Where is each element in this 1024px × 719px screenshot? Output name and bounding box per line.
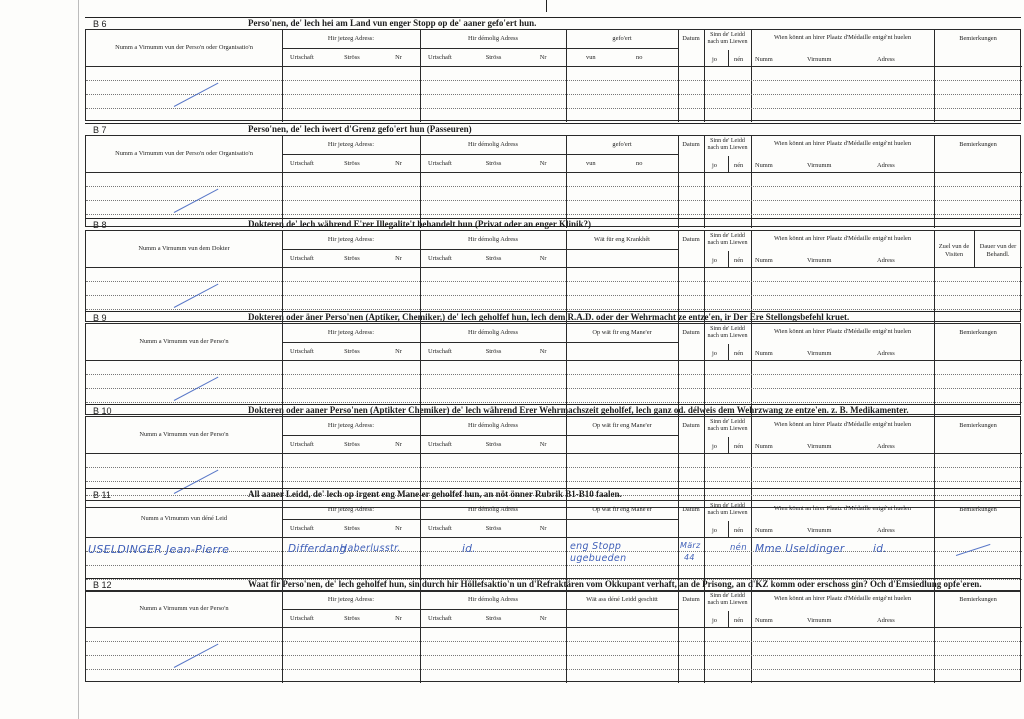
grid-header-line [86,360,1022,361]
entry-name: USELDINGER Jean-Pierre [88,543,230,556]
name-column-header: Numm a Virnumm vun déné Leid [140,515,228,522]
entry-alive-no: nén [730,543,747,553]
section-grid [85,230,1021,322]
grid-row-line [86,200,1022,201]
street-subheader: Ströss [344,255,360,262]
form-section [85,488,1021,592]
entry-street: Haberlusstr. [340,543,401,554]
medal-name-subheader: Numm [755,162,773,169]
to-subheader: no [636,160,643,167]
medal-recipient-header: Wien könnt an hirer Plaatz d'Médaille entgé'nt huelen [773,328,912,335]
from-subheader: vun [586,160,596,167]
name-column-header: Numm a Virnumm vun der Perso'n [139,431,229,438]
grid-subheader-line [282,154,678,155]
yes-subheader: jo [712,443,717,450]
street-subheader: Ströss [344,160,360,167]
locality-subheader: Urtschaft [290,441,314,448]
alive-column-header: Sinn de' Leidd nach um Liewen [707,32,748,45]
locality-subheader: Urtschaft [290,348,314,355]
grid-row-line [86,186,1022,187]
sheet-edge-line [78,0,79,719]
section-code: B 9 [93,313,107,323]
no-subheader: nén [734,162,744,169]
grid-sinn-split [728,611,729,627]
no-subheader: nén [734,56,744,63]
medal-name-subheader: Numm [755,443,773,450]
medal-address-subheader: Adress [877,162,895,169]
yes-subheader: jo [712,257,717,264]
street-subheader: Ströss [485,160,502,167]
date-column-header: Datum [682,141,700,148]
manner-column-header: Op wät fir eng Mane'er [592,422,652,429]
entry-medal-address: id. [873,543,887,555]
grid-header-line [86,537,1022,538]
alive-column-header: Sinn de' Leidd nach um Liewen [707,138,748,151]
grid-row-line [86,80,1022,81]
grid-row-line [86,481,1022,482]
number-subheader: Nr [395,348,402,355]
form-section [85,123,1021,227]
alive-column-header: Sinn de' Leidd nach um Liewen [707,326,748,339]
grid-header-line [86,172,1022,173]
grid-row-line [86,281,1022,282]
former-address-header: Hir démolig Adress [467,141,519,148]
number-subheader: Nr [539,348,547,355]
entry-manner-2: ugebueden [570,553,627,564]
no-subheader: nén [734,350,744,357]
medal-address-subheader: Adress [877,350,895,357]
medal-name-subheader: Numm [755,56,773,63]
date-column-header: Datum [682,596,700,603]
section-code: B 10 [93,406,112,416]
number-subheader: Nr [395,441,402,448]
current-address-header: Hir jetzeg Adress: [327,35,375,42]
number-subheader: Nr [395,54,402,61]
medal-recipient-header: Wien könnt an hirer Plaatz d'Médaille entgé'nt huelen [773,595,912,602]
grid-header-line [86,267,1022,268]
former-address-header: Hir démolig Adress [467,422,519,429]
medal-firstname-subheader: Virnumm [807,617,832,624]
visits-header: Zuel vun de Visiten [938,243,970,258]
medal-recipient-header: Wien könnt an hirer Plaatz d'Médaille entgé'nt huelen [773,235,912,242]
grid-subheader-line [282,609,678,610]
grid-row-line [86,94,1022,95]
name-column-header: Numm a Virnumm vun dem Dokter [138,245,230,252]
medal-firstname-subheader: Virnumm [807,56,832,63]
medal-name-subheader: Numm [755,350,773,357]
fold-mark [546,0,547,12]
grid-row-line [86,108,1022,109]
yes-subheader: jo [712,527,717,534]
street-subheader: Ströss [485,615,502,622]
grid-row-line [86,374,1022,375]
section-title: Dokteren oder aaner Perso'nen (Aptikter Chemiker) de' lech während Erer Wehrmachszeit geholfef, lech ganz od. délweis dem Wehrzwang ze entze'en. z. B. Medikamenter. [248,405,909,415]
former-address-header: Hir démolig Adress [467,506,519,513]
grid-subheader-line [282,519,678,520]
locality-subheader: Urtschaft [428,255,452,262]
street-subheader: Ströss [485,255,502,262]
section-title: Perso'nen, de' lech hei am Land vun enger Stopp op de' aaner gefo'ert hun. [248,18,537,28]
medal-name-subheader: Numm [755,257,773,264]
manner-column-header: Op wät fir eng Mane'er [592,506,652,513]
yes-subheader: jo [712,350,717,357]
name-column-header: Numm a Virnumm vun der Perso'n [139,338,229,345]
remarks-header: Bemierkungen [959,329,997,336]
remarks-header: Bemierkungen [959,141,997,148]
entry-former-address: id. [462,543,476,555]
section-title: Dokteren oder äner Perso'nen (Aptiker, Chemiker,) de' lech geholfef hun, lech dem R.A.D. oder der Wehrmacht ze entze'en, ir Der Ere Stellongsbefehl kruet. [248,312,850,322]
number-subheader: Nr [395,255,402,262]
grid-sinn-split [728,251,729,267]
grid-subheader-line [282,435,678,436]
grid-subheader-line [282,342,678,343]
manner-column-header: gefo'ert [612,141,632,148]
number-subheader: Nr [539,441,547,448]
medal-firstname-subheader: Virnumm [807,162,832,169]
grid-row-line [86,641,1022,642]
section-title: All aaner Leidd, de' lech op irgent eng Mane'er geholfef hun, an nöt önner Rubrik B1-B10 faalen. [248,489,622,499]
grid-row-line [86,388,1022,389]
street-subheader: Ströss [344,615,360,622]
section-grid [85,135,1021,227]
street-subheader: Ströss [485,525,502,532]
section-grid [85,29,1021,121]
grid-header-line [86,453,1022,454]
medal-firstname-subheader: Virnumm [807,350,832,357]
alive-column-header: Sinn de' Leidd nach um Liewen [707,503,748,516]
former-address-header: Hir démolig Adress [467,236,519,243]
date-column-header: Datum [682,422,700,429]
form-section [85,578,1021,682]
no-subheader: nén [734,257,744,264]
street-subheader: Ströss [344,348,360,355]
grid-header-line [86,627,1022,628]
current-address-header: Hir jetzeg Adress: [327,141,375,148]
remarks-header: Bemierkungen [959,596,997,603]
locality-subheader: Urtschaft [290,525,314,532]
medal-firstname-subheader: Virnumm [807,443,832,450]
grid-row-line [86,402,1022,403]
current-address-header: Hir jetzeg Adress: [327,422,375,429]
from-subheader: vun [586,54,596,61]
grid-sinn-split [728,50,729,66]
medal-recipient-header: Wien könnt an hirer Plaatz d'Médaille entgé'nt huelen [773,34,912,41]
alive-column-header: Sinn de' Leidd nach um Liewen [707,233,748,246]
remarks-header: Bemierkungen [959,422,997,429]
grid-row-line [86,295,1022,296]
locality-subheader: Urtschaft [290,54,314,61]
no-subheader: nén [734,617,744,624]
medal-recipient-header: Wien könnt an hirer Plaatz d'Médaille entgé'nt huelen [773,421,912,428]
form-section [85,311,1021,415]
section-title: Dokteren de' lech während E'rer Illegalite't behandelt hun (Privat oder an enger Klinik?) [248,219,592,229]
medal-firstname-subheader: Virnumm [807,527,832,534]
grid-row-line [86,565,1022,566]
no-subheader: nén [734,527,744,534]
number-subheader: Nr [395,160,402,167]
number-subheader: Nr [539,525,547,532]
name-column-header: Numm a Virnumm vun der Perso'n oder Organisatio'n [115,44,253,51]
name-column-header: Numm a Virnumm vun der Perso'n oder Organisatio'n [115,150,253,157]
street-subheader: Ströss [344,54,360,61]
number-subheader: Nr [395,615,402,622]
date-column-header: Datum [682,35,700,42]
yes-subheader: jo [712,56,717,63]
locality-subheader: Urtschaft [428,160,452,167]
section-code: B 12 [93,580,112,590]
number-subheader: Nr [395,525,402,532]
grid-sinn-split [728,521,729,537]
current-address-header: Hir jetzeg Adress: [327,329,375,336]
grid-subheader-line [282,48,678,49]
medal-firstname-subheader: Virnumm [807,257,832,264]
locality-subheader: Urtschaft [290,255,314,262]
medal-name-subheader: Numm [755,527,773,534]
grid-row-line [86,467,1022,468]
section-title: Waat fir Perso'nen, de' lech geholfef hun, sin durch hir Höllefsaktio'n un d'Refraktären vom Okkupant verhaft, an de Prisong, an d'KZ komm oder erschoss gin? Och d'Emsiedlung opfe'eren. [248,579,982,589]
current-address-header: Hir jetzeg Adress: [327,236,375,243]
grid-header-line [86,66,1022,67]
name-column-header: Numm a Virnumm vun der Perso'n [139,605,229,612]
former-address-header: Hir démolig Adress [467,329,519,336]
date-column-header: Datum [682,236,700,243]
entry-date-month: März [680,541,701,550]
medal-address-subheader: Adress [877,617,895,624]
grid-sinn-split [728,344,729,360]
section-code: B 6 [93,19,107,29]
street-subheader: Ströss [485,441,502,448]
grid-subheader-line [282,249,678,250]
section-grid [85,323,1021,415]
section-code: B 8 [93,220,107,230]
manner-column-header: Wät für eng Krankhêt [594,236,650,243]
grid-row-line [86,214,1022,215]
grid-row-line [86,309,1022,310]
number-subheader: Nr [539,255,547,262]
locality-subheader: Urtschaft [428,54,452,61]
manner-column-header: Wät ass déné Leidd geschitt [586,596,658,603]
yes-subheader: jo [712,162,717,169]
former-address-header: Hir démolig Adress [467,596,519,603]
entry-manner: eng Stopp [570,541,622,552]
no-subheader: nén [734,443,744,450]
current-address-header: Hir jetzeg Adress: [327,596,375,603]
yes-subheader: jo [712,617,717,624]
number-subheader: Nr [539,160,547,167]
grid-row-line [86,669,1022,670]
section-code: B 11 [93,490,111,500]
medal-recipient-header: Wien könnt an hirer Plaatz d'Médaille entgé'nt huelen [773,140,912,147]
locality-subheader: Urtschaft [290,615,314,622]
to-subheader: no [636,54,643,61]
locality-subheader: Urtschaft [428,615,452,622]
street-subheader: Ströss [485,348,502,355]
street-subheader: Ströss [485,54,502,61]
medal-address-subheader: Adress [877,56,895,63]
locality-subheader: Urtschaft [428,441,452,448]
medal-address-subheader: Adress [877,257,895,264]
street-subheader: Ströss [344,525,360,532]
former-address-header: Hir démolig Adress [467,35,519,42]
date-column-header: Datum [682,506,700,513]
grid-sinn-split [728,437,729,453]
manner-column-header: Op wät fir eng Mane'er [592,329,652,336]
section-code: B 7 [93,125,107,135]
grid-sinn-split [728,156,729,172]
form-section [85,17,1021,121]
section-grid [85,590,1021,682]
alive-column-header: Sinn de' Leidd nach um Liewen [707,593,748,606]
duration-header: Dauer vun der Behandl. [979,243,1017,258]
entry-date-year: 44 [684,553,695,562]
locality-subheader: Urtschaft [290,160,314,167]
number-subheader: Nr [539,54,547,61]
entry-medal-recipient: Mme Useldinger [755,543,845,555]
current-address-header: Hir jetzeg Adress: [327,506,375,513]
date-column-header: Datum [682,329,700,336]
street-subheader: Ströss [344,441,360,448]
alive-column-header: Sinn de' Leidd nach um Liewen [707,419,748,432]
medal-address-subheader: Adress [877,527,895,534]
medal-recipient-header: Wien könnt an hirer Plaatz d'Médaille entgé'nt huelen [773,505,912,512]
locality-subheader: Urtschaft [428,348,452,355]
entry-locality: Differdang [288,543,347,555]
section-title: Perso'nen, de' lech iwert d'Grenz gefo'ert hun (Passeuren) [248,124,472,134]
manner-column-header: gefo'ert [612,35,632,42]
form-section [85,218,1021,322]
grid-row-line [86,655,1022,656]
remarks-header: Bemierkungen [959,35,997,42]
remarks-header: Bemierkungen [959,506,997,513]
medal-name-subheader: Numm [755,617,773,624]
remarks-slash-mark [956,544,991,556]
number-subheader: Nr [539,615,547,622]
locality-subheader: Urtschaft [428,525,452,532]
medal-address-subheader: Adress [877,443,895,450]
